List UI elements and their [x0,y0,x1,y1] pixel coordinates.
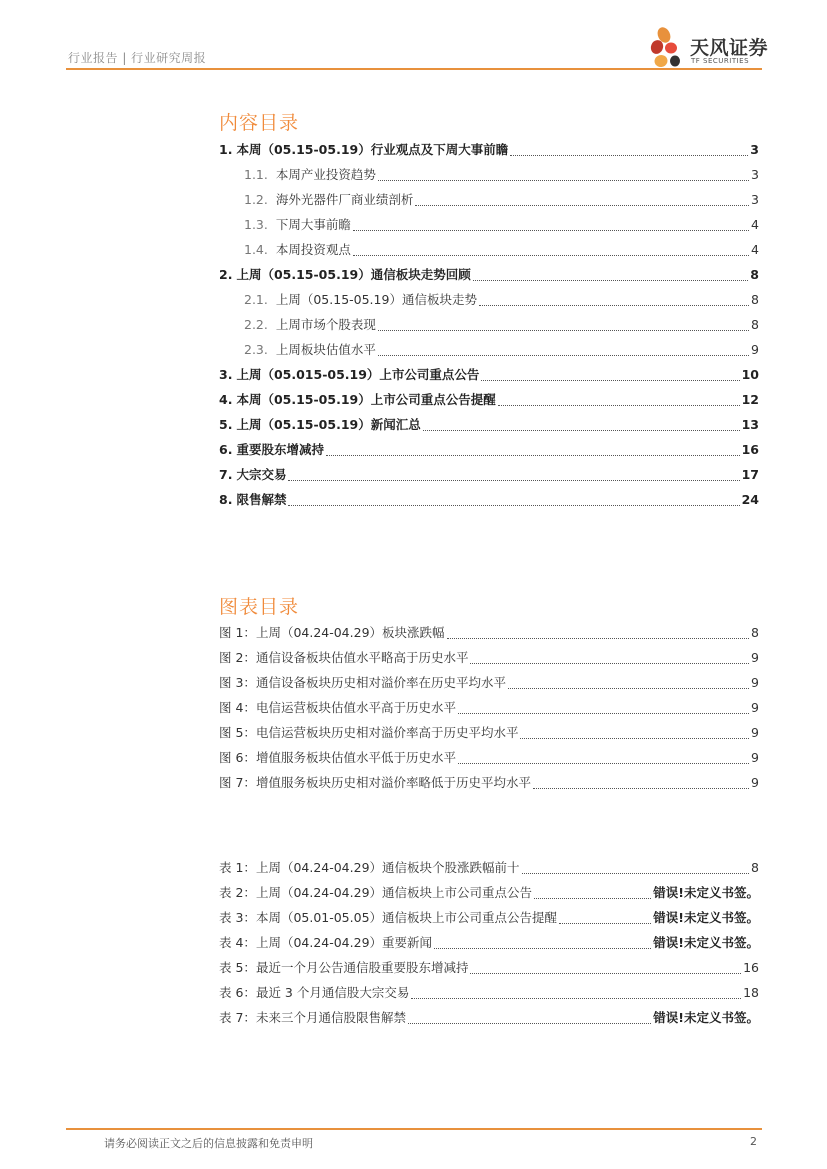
figure-entry[interactable]: 图 4： 电信运营板块估值水平高于历史水平 9 [219,700,759,715]
table-entry[interactable]: 表 1： 上周（04.24-04.29）通信板块个股涨跌幅前十 8 [219,860,759,875]
toc-entry[interactable]: 1.4. 本周投资观点 4 [244,242,759,257]
header-divider [66,68,762,70]
figures-title: 图表目录 [219,596,300,618]
footer-disclaimer: 请务必阅读正文之后的信息披露和免责申明 [104,1137,313,1150]
toc-entry[interactable]: 2.3. 上周板块估值水平 9 [244,342,759,357]
toc-entry[interactable]: 4. 本周（05.15-05.19）上市公司重点公告提醒 12 [219,392,759,407]
toc-entry[interactable]: 7. 大宗交易 17 [219,467,759,482]
figures-list [219,620,759,795]
figure-entry[interactable]: 图 2： 通信设备板块估值水平略高于历史水平 9 [219,650,759,665]
table-entry[interactable]: 表 5： 最近一个月公告通信股重要股东增减持 16 [219,960,759,975]
figure-entry[interactable]: 图 3： 通信设备板块历史相对溢价率在历史平均水平 9 [219,675,759,690]
page-number: 2 [750,1135,757,1148]
logo-chinese-name: 天风证券 [690,37,769,59]
company-logo [648,26,769,70]
toc-entry[interactable]: 8. 限售解禁 24 [219,492,759,507]
flower-logo-icon [648,26,688,70]
toc-entry[interactable]: 2.2. 上周市场个股表现 8 [244,317,759,332]
footer-divider [66,1128,762,1130]
toc-entry[interactable]: 1. 本周（05.15-05.19）行业观点及下周大事前瞻 3 [219,142,759,157]
tables-list [219,855,759,1030]
table-entry[interactable]: 表 6： 最近 3 个月通信股大宗交易 18 [219,985,759,1000]
logo-english-name: TF SECURITIES [691,57,750,65]
table-entry[interactable]: 表 7： 未来三个月通信股限售解禁 错误!未定义书签。 [219,1010,759,1025]
toc-entry[interactable]: 2.1. 上周（05.15-05.19）通信板块走势 8 [244,292,759,307]
figure-entry[interactable]: 图 7： 增值服务板块历史相对溢价率略低于历史平均水平 9 [219,775,759,790]
contents-list [219,137,759,512]
header-title: 行业报告 | 行业研究周报 [68,51,207,65]
toc-entry[interactable]: 3. 上周（05.015-05.19）上市公司重点公告 10 [219,367,759,382]
toc-entry[interactable]: 1.2. 海外光器件厂商业绩剖析 3 [244,192,759,207]
toc-entry[interactable]: 1.1. 本周产业投资趋势 3 [244,167,759,182]
toc-entry[interactable]: 6. 重要股东增减持 16 [219,442,759,457]
figure-entry[interactable]: 图 6： 增值服务板块估值水平低于历史水平 9 [219,750,759,765]
table-entry[interactable]: 表 4： 上周（04.24-04.29）重要新闻 错误!未定义书签。 [219,935,759,950]
contents-title: 内容目录 [219,112,300,134]
table-entry[interactable]: 表 2： 上周（04.24-04.29）通信板块上市公司重点公告 错误!未定义书签。 [219,885,759,900]
page-header [0,0,827,72]
toc-entry[interactable]: 5. 上周（05.15-05.19）新闻汇总 13 [219,417,759,432]
toc-entry[interactable]: 1.3. 下周大事前瞻 4 [244,217,759,232]
figure-entry[interactable]: 图 5： 电信运营板块历史相对溢价率高于历史平均水平 9 [219,725,759,740]
toc-entry[interactable]: 2. 上周（05.15-05.19）通信板块走势回顾 8 [219,267,759,282]
table-entry[interactable]: 表 3： 本周（05.01-05.05）通信板块上市公司重点公告提醒 错误!未定义书签。 [219,910,759,925]
figure-entry[interactable]: 图 1： 上周（04.24-04.29）板块涨跌幅 8 [219,625,759,640]
